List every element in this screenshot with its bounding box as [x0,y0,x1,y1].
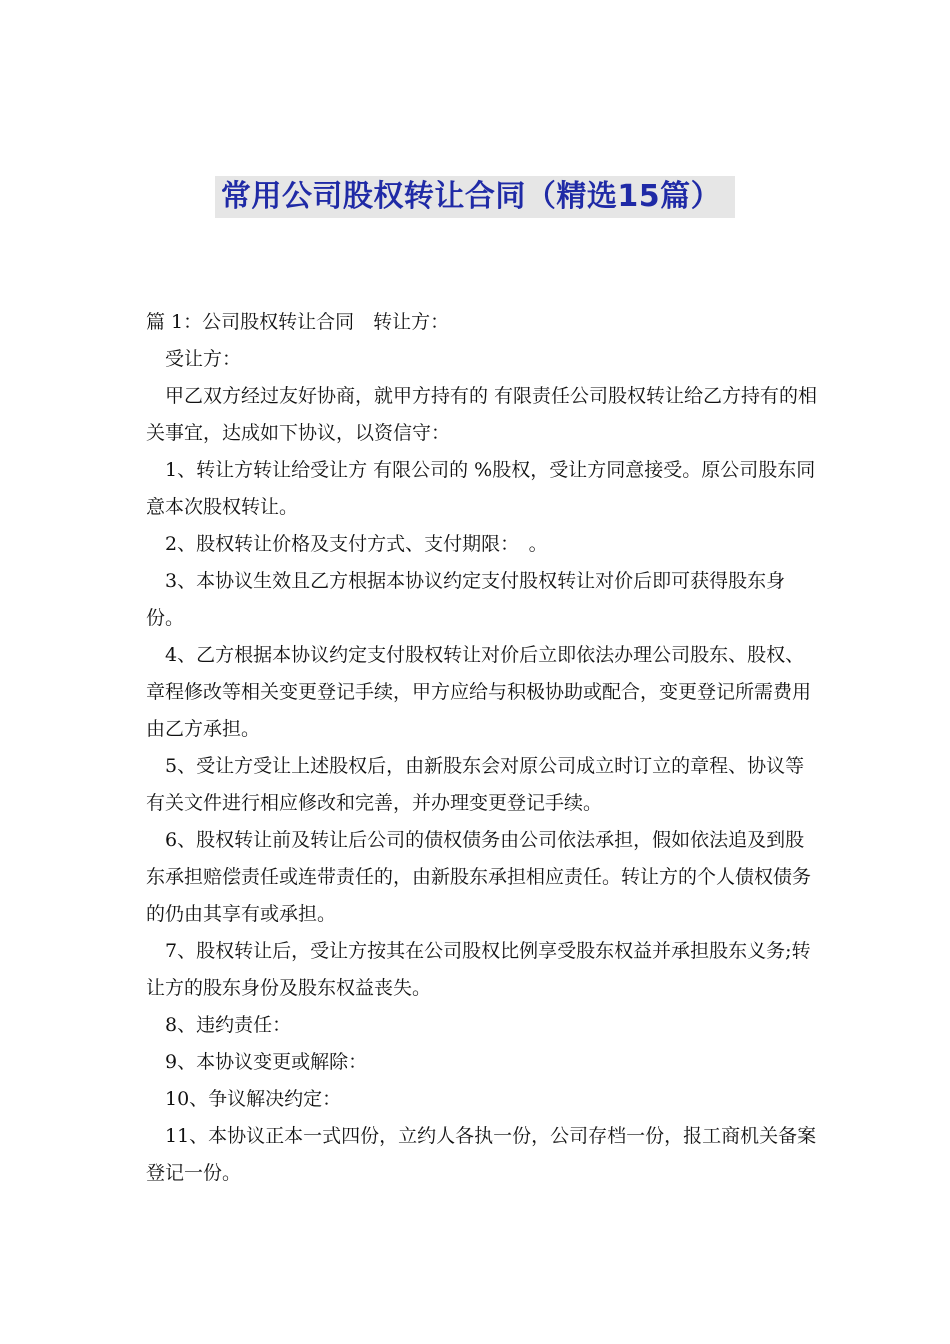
paragraph-clause-8: 8、违约责任： [165,1014,292,1036]
paragraph-section-heading: 篇 1：公司股权转让合同 转让方： [146,311,450,333]
paragraph-clause-4: 4、乙方根据本协议约定支付股权转让对价后立即依法办理公司股东、股权、章程修改等相关变更登记手续，甲方应给与积极协助或配合，变更登记所需费用由乙方承担。 [146,644,812,740]
paragraph-clause-2: 2、股权转让价格及支付方式、支付期限： 。 [165,533,548,555]
document-title: 常用公司股权转让合同（精选15篇） [215,176,735,218]
title-container [0,176,950,218]
paragraph-transferee: 受让方： [165,348,242,370]
paragraph-preamble: 甲乙双方经过友好协商，就甲方持有的 有限责任公司股权转让给乙方持有的相关事宜，达成如下协议，以资信守： [146,385,818,444]
paragraph-clause-1: 1、转让方转让给受让方 有限公司的 %股权，受让方同意接受。原公司股东同意本次股权转让。 [146,459,816,518]
paragraph-clause-3: 3、本协议生效且乙方根据本协议约定支付股权转让对价后即可获得股东身份。 [146,570,786,629]
document-body [146,304,818,1192]
paragraph-clause-7: 7、股权转让后，受让方按其在公司股权比例享受股东权益并承担股东义务;转让方的股东身份及股东权益丧失。 [146,940,811,999]
paragraph-clause-6: 6、股权转让前及转让后公司的债权债务由公司依法承担，假如依法追及到股东承担赔偿责任或连带责任的，由新股东承担相应责任。转让方的个人债权债务的仍由其享有或承担。 [146,829,812,925]
paragraph-clause-9: 9、本协议变更或解除： [165,1051,368,1073]
paragraph-clause-11: 11、本协议正本一式四份，立约人各执一份，公司存档一份，报工商机关备案登记一份。 [146,1125,817,1184]
paragraph-clause-5: 5、受让方受让上述股权后，由新股东会对原公司成立时订立的章程、协议等有关文件进行相应修改和完善，并办理变更登记手续。 [146,755,805,814]
paragraph-clause-10: 10、争议解决约定： [165,1088,342,1110]
